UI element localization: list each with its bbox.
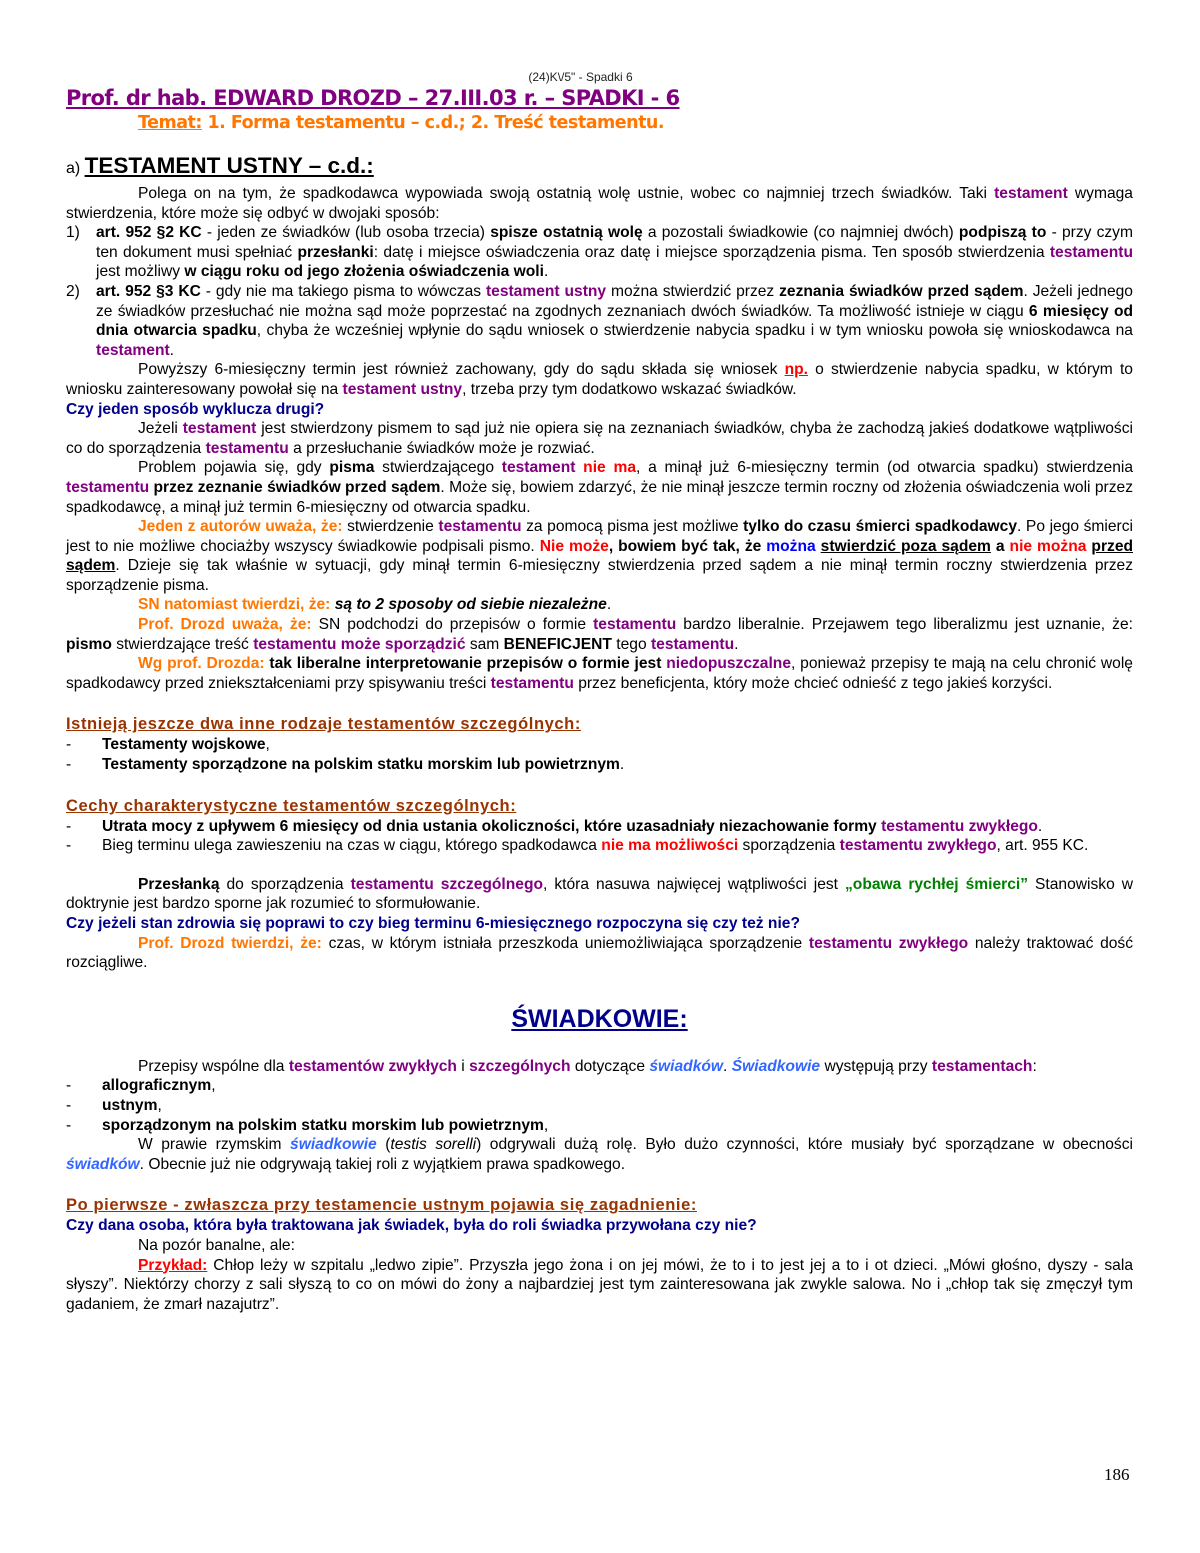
list-item: 1) art. 952 §2 KC - jeden ze świadków (lub osoba trzecia) spisze ostatnią wolę a pozostali świadkowie (co najmniej dwóch) podpiszą to - przy czym ten dokument musi spełniać przesłanki: datę i miejsce oświadczenia oraz datę i miejsce sporządzenia pisma. Ten sposób stwierdzenia testamentu jest możliwy w ciągu roku od jego złożenia oświadczenia woli. (66, 224, 1134, 281)
page-number: 186 (1104, 1465, 1130, 1484)
section-letter: a) (66, 160, 81, 177)
list-item: - Bieg terminu ulega zawieszeniu na czas w ciągu, którego spadkodawca nie ma możliwości sporządzenia testamentu zwykłego, art. 955 KC. (66, 837, 1089, 855)
paragraph: SN natomiast twierdzi, że: są to 2 sposoby od siebie niezależne. (138, 596, 612, 614)
question: Czy dana osoba, która była traktowana jak świadek, była do roli świadka przywołana czy nie? (66, 1217, 757, 1235)
list-item: - sporządzonym na polskim statku morskim lub powietrznym, (66, 1116, 549, 1134)
paragraph: Prof. Drozd uważa, że: SN podchodzi do przepisów o formie testamentu bardzo liberalnie. Przejawem tego liberalizmu jest uznanie, że: pismo stwierdzające treść testamentu może sporządzić sam BENEFICJENT tego testamentu. (66, 616, 1133, 653)
list-item: - Testamenty wojskowe, (66, 736, 270, 754)
paragraph: W prawie rzymskim świadkowie (testis sorelli) odgrywali dużą rolę. Było dużo czynności, które musiały być sporządzane w obecności świadków. Obecnie już nie odgrywają takiej roli z wyjątkiem prawa spadkowego. (66, 1136, 1133, 1173)
question: Czy jeden sposób wyklucza drugi? (66, 400, 325, 418)
subheading: Cechy charakterystyczne testamentów szczególnych: (66, 796, 517, 815)
paragraph: Jeżeli testament jest stwierdzony pismem to sąd już nie opiera się na zeznaniach świadków, chyba że zachodzą jakieś dodatkowe wątpliwości co do sporządzenia testamentu a przesłuchanie świadków może je rozwiać. (66, 420, 1133, 457)
section-heading-a (66, 151, 1133, 184)
list-item: - ustnym, (66, 1096, 162, 1114)
subheading: Istnieją jeszcze dwa inne rodzaje testamentów szczególnych: (66, 715, 581, 734)
topic-label: Temat: (138, 113, 202, 133)
section-title: TESTAMENT USTNY – c.d.: (84, 153, 374, 178)
list-item: - allograficznym, (66, 1077, 216, 1095)
lecture-title: Prof. dr hab. EDWARD DROZD – 27.III.03 r. – SPADKI - 6 (66, 86, 680, 110)
paragraph: Jeden z autorów uważa, że: stwierdzenie testamentu za pomocą pisma jest możliwe tylko do czasu śmierci spadkodawcy. Po jego śmierci jest to nie możliwe chociażby wszyscy świadkowie podpisali pismo. Nie może, bowiem być tak, że można stwierdzić poza sądem a nie można przed sądem. Dzieje się tak właśnie w sytuacji, gdy minął termin 6-miesięczny stwierdzenia przed sądem a nie minął termin roczny stwierdzenia przez sporządzenie pisma. (66, 518, 1134, 594)
paragraph: Na pozór banalne, ale: (138, 1236, 295, 1254)
paragraph: Problem pojawia się, gdy pisma stwierdzającego testament nie ma, a minął już 6-miesięczny termin (od otwarcia spadku) stwierdzenia testamentu przez zeznanie świadków przed sądem. Może się, bowiem zdarzyć, że nie minął jeszcze termin roczny od złożenia oświadczenia woli przez spadkodawcę, a minął już termin 6-miesięczny od otwarcia spadku. (66, 459, 1134, 516)
question: Czy jeżeli stan zdrowia się poprawi to czy bieg terminu 6-miesięcznego rozpoczyna się czy też nie? (66, 915, 800, 932)
document-page (66, 70, 1133, 1314)
topic-text: 1. Forma testamentu – c.d.; 2. Treść testamentu. (201, 113, 665, 133)
paragraph: Powyższy 6-miesięczny termin jest również zachowany, gdy do sądu składa się wniosek np. o stwierdzenie nabycia spadku, w którym to wniosku zainteresowany powołał się na testament ustny, trzeba przy tym dodatkowo wskazać świadków. (66, 361, 1133, 398)
paragraph: Wg prof. Drozda: tak liberalne interpretowanie przepisów o formie jest niedopuszczalne, ponieważ przepisy te mają na celu chronić wolę spadkodawcy przed zniekształceniami przy spisywaniu treści testamentu przez beneficjenta, który może chcieć odnieść z tego jakieś korzyści. (66, 655, 1133, 692)
subheading: Po pierwsze - zwłaszcza przy testamencie ustnym pojawia się zagadnienie: (66, 1196, 697, 1215)
paragraph: Przesłanką do sporządzenia testamentu szczególnego, która nasuwa najwięcej wątpliwości jest „obawa rychłej śmierci” Stanowisko w doktrynie jest bardzo sporne jak rozumieć to sformułowanie. (66, 875, 1133, 913)
topic-line (138, 111, 1133, 135)
list-item: - Testamenty sporządzone na polskim statku morskim lub powietrznym. (66, 756, 625, 774)
paragraph: Przepisy wspólne dla testamentów zwykłych i szczególnych dotyczące świadków. Świadkowie występują przy testamentach: (138, 1057, 1037, 1075)
paragraph: Polega on na tym, że spadkodawca wypowiada swoją ostatnią wolę ustnie, wobec co najmniej trzech świadków. Taki testament wymaga stwierdzenia, które może się odbyć w dwojaki sposób: (66, 185, 1133, 222)
paragraph: Prof. Drozd twierdzi, że: czas, w którym istniała przeszkoda uniemożliwiająca sporządzenie testamentu zwykłego należy traktować dość rozciągliwe. (66, 934, 1134, 972)
running-header: (24)K\/5" - Spadki 6 (528, 70, 633, 84)
list-item: 2) art. 952 §3 KC - gdy nie ma takiego pisma to wówczas testament ustny można stwierdzić przez zeznania świadków przed sądem. Jeżeli jednego ze świadków przesłuchać nie można sąd może poprzestać na zgodnych zeznaniach dwóch świadków. Ta możliwość istnieje w ciągu 6 miesięcy od dnia otwarcia spadku, chyba że wcześniej wpłynie do sądu wniosek o stwierdzenie nabycia spadku i w tym wniosku powoła się wnioskodawca na testament. (66, 282, 1133, 359)
list-item: - Utrata mocy z upływem 6 miesięcy od dnia ustania okoliczności, które uzasadniały niezachowanie formy testamentu zwykłego. (66, 817, 1043, 835)
paragraph: Przykład: Chłop leży w szpitalu „ledwo zipie”. Przyszła jego żona i on jej mówi, że to i to jest jej a to i ot dzieci. „Mówi głośno, dyszy - sala słyszy”. Niektórzy chorzy z sali słyszą to co on mówi do żony a najbardziej jest tym zainteresowana jak zwykle salowa. No i „chłop tak się zmęczył tym gadaniem, że zmarł nazajutrz”. (66, 1256, 1133, 1313)
section-heading-witnesses: ŚWIADKOWIE: (511, 1004, 688, 1033)
